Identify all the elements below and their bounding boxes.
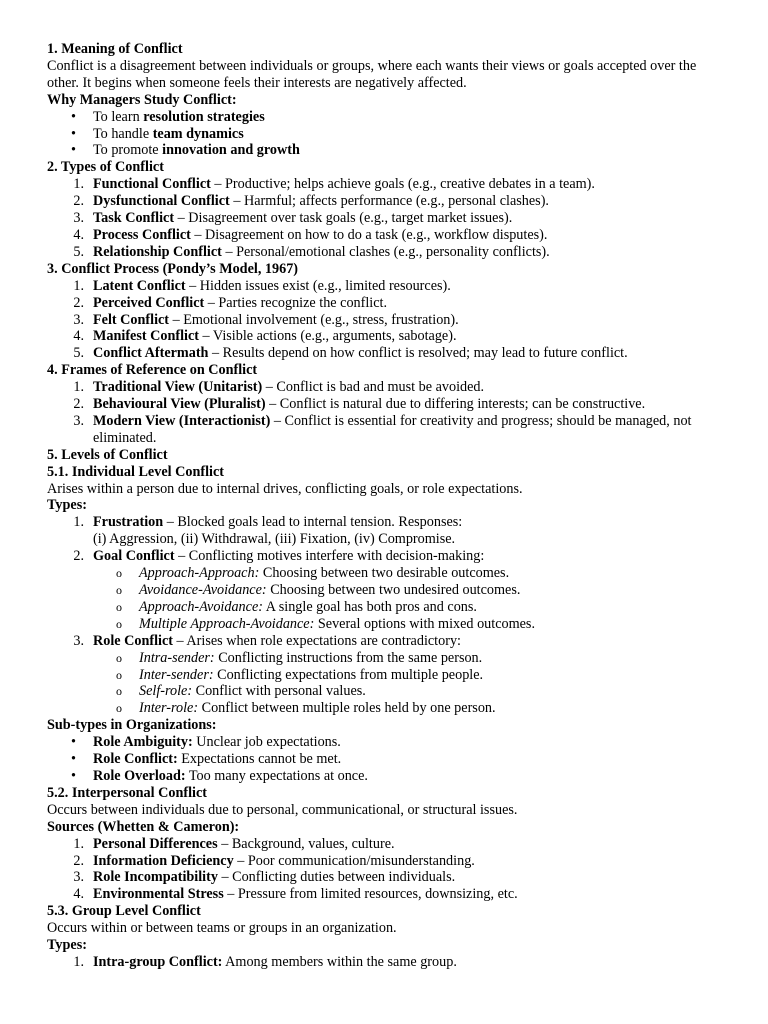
sub-list [47,565,728,633]
number-marker: 2. [73,396,84,413]
item-desc: Choosing between two undesired outcomes. [266,582,521,598]
item-desc: – Disagreement over task goals (e.g., target market issues). [174,210,513,227]
item-term: Intra-sender: [139,649,215,666]
list-item [47,548,728,565]
list-item [47,514,728,548]
item-text: To learn [93,108,144,125]
sub-list-item [47,700,728,717]
number-marker: 1. [73,379,84,396]
bullet-marker: • [71,734,76,751]
item-term: Manifest Conflict [93,328,199,345]
list-item [47,345,728,362]
sub-list-item [47,667,728,684]
list-item [47,836,728,853]
list-item [47,176,728,193]
bullet-marker: • [71,767,76,784]
item-desc: – Results depend on how conflict is resolved; may lead to future conflict. [208,345,628,362]
number-marker: 1. [73,277,84,294]
sub-list-item [47,616,728,633]
item-term: Role Overload: [93,767,186,784]
item-term: Multiple Approach-Avoidance: [139,615,315,632]
sub-list [47,650,728,718]
item-text: To promote [93,142,163,159]
numbered-list [47,836,728,904]
list-item [47,126,728,143]
item-desc: A single goal has both pros and cons. [262,598,477,615]
list-item [47,210,728,227]
item-term: Role Ambiguity: [93,734,193,751]
number-marker: 4. [73,226,84,243]
item-term: Approach-Approach: [139,565,260,582]
item-term: Intra-group Conflict: [93,953,223,970]
subsection-heading: 5.2. Interpersonal Conflict [47,784,207,801]
number-marker: 3. [73,869,84,886]
number-marker: 1. [73,953,84,970]
item-desc: Conflict between multiple roles held by one person. [198,700,496,717]
item-desc: – Conflict is essential for creativity and progress; should be managed, not eliminated. [93,412,692,446]
item-bold: resolution strategies [143,108,265,125]
item-term: Inter-sender: [139,666,214,683]
list-item [47,886,728,903]
numbered-list [47,176,728,261]
item-desc: Conflict with personal values. [192,683,366,700]
number-marker: 2. [73,548,84,565]
item-bold: innovation and growth [162,142,300,159]
number-marker: 3. [73,632,84,649]
item-term: Dysfunctional Conflict [93,193,230,210]
section-heading: 1. Meaning of Conflict [47,41,183,57]
item-desc: – Harmful; affects performance (e.g., personal clashes). [229,193,549,210]
item-term: Perceived Conflict [93,294,205,311]
item-bold: team dynamics [152,125,244,142]
paragraph: Occurs within or between teams or groups in an organization. [47,920,397,937]
numbered-list [47,514,728,565]
item-desc: – Personal/emotional clashes (e.g., personality conflicts). [221,243,550,260]
number-marker: 4. [73,886,84,903]
numbered-list [47,633,728,650]
item-term: Behavioural View (Pluralist) [93,396,266,413]
item-desc: – Poor communication/misunderstanding. [233,852,475,869]
item-desc: Unclear job expectations. [192,734,341,751]
list-item [47,142,728,159]
bullet-list [47,734,728,785]
item-term: Frustration [93,514,164,531]
number-marker: 1. [73,514,84,531]
item-term: Information Deficiency [93,852,234,869]
item-desc-continued: (i) Aggression, (ii) Withdrawal, (iii) Fixation, (iv) Compromise. [93,531,456,548]
item-term: Avoidance-Avoidance: [139,582,267,598]
item-desc: – Conflicting duties between individuals. [217,869,456,886]
item-term: Self-role: [139,683,193,700]
list-item [47,379,728,396]
item-term: Felt Conflict [93,311,170,328]
bullet-marker: • [71,751,76,768]
number-marker: 5. [73,243,84,260]
item-desc: Too many expectations at once. [185,767,368,784]
list-item [47,768,728,785]
item-term: Inter-role: [139,700,199,717]
item-desc: – Emotional involvement (e.g., stress, frustration). [169,311,459,328]
bullet-marker: • [71,108,76,125]
sub-marker: o [116,566,122,581]
item-desc: – Conflict is bad and must be avoided. [262,379,485,396]
item-desc: Several options with mixed outcomes. [314,615,535,632]
item-term: Goal Conflict [93,548,175,565]
sub-marker: o [116,583,122,597]
item-term: Process Conflict [93,226,191,243]
number-marker: 3. [73,210,84,227]
item-term: Role Incompatibility [93,869,218,886]
sub-list-item [47,565,728,582]
sub-marker: o [116,667,122,682]
sub-list-item [47,599,728,616]
list-item [47,751,728,768]
item-desc: – Background, values, culture. [217,835,395,852]
list-item [47,869,728,886]
sub-list-item [47,683,728,700]
list-item [47,633,728,650]
item-desc: – Hidden issues exist (e.g., limited resources). [185,277,451,294]
list-item [47,954,728,971]
sub-marker: o [116,701,122,716]
paragraph: Occurs between individuals due to personal, communicational, or structural issues. [47,801,518,818]
subsection-heading: 5.3. Group Level Conflict [47,903,201,920]
number-marker: 2. [73,193,84,210]
item-term: Functional Conflict [93,176,211,193]
subsection-heading: 5.1. Individual Level Conflict [47,463,224,480]
numbered-list [47,954,728,971]
item-term: Approach-Avoidance: [139,598,263,615]
numbered-list [47,278,728,363]
list-item [47,278,728,295]
number-marker: 2. [73,852,84,869]
section-heading: 5. Levels of Conflict [47,446,168,463]
item-desc: – Parties recognize the conflict. [204,294,388,311]
item-desc: – Conflicting motives interfere with decision-making: [174,548,485,565]
bullet-list [47,109,728,160]
number-marker: 5. [73,345,84,362]
item-term: Role Conflict [93,632,173,649]
section-heading: 2. Types of Conflict [47,159,164,176]
item-desc: – Blocked goals lead to internal tension. Responses: [163,514,463,531]
list-item [47,244,728,261]
item-desc: Choosing between two desirable outcomes. [259,565,510,582]
list-item [47,312,728,329]
number-marker: 4. [73,328,84,345]
paragraph: Conflict is a disagreement between individuals or groups, where each wants their views or goals accepted over the other. It begins when someone feels their interests are negatively affected. [47,57,697,91]
list-item [47,413,728,447]
item-desc: – Pressure from limited resources, downsizing, etc. [223,886,518,903]
item-desc: Among members within the same group. [222,953,457,970]
item-term: Role Conflict: [93,751,178,768]
item-desc: – Visible actions (e.g., arguments, sabotage). [199,328,457,345]
number-marker: 1. [73,176,84,193]
number-marker: 1. [73,835,84,852]
item-desc: – Conflict is natural due to differing interests; can be constructive. [265,396,646,413]
sub-marker: o [116,684,122,699]
sub-marker: o [116,616,122,631]
number-marker: 3. [73,311,84,328]
item-term: Modern View (Interactionist) [93,412,271,429]
subheading: Types: [47,937,87,954]
item-term: Traditional View (Unitarist) [93,379,263,396]
list-item [47,227,728,244]
item-text: To handle [93,125,153,142]
list-item [47,396,728,413]
item-term: Relationship Conflict [93,243,222,260]
item-term: Task Conflict [93,210,175,227]
numbered-list [47,379,728,447]
list-item [47,734,728,751]
item-desc: Expectations cannot be met. [177,751,342,768]
sub-marker: o [116,599,122,614]
sub-list-item [47,650,728,667]
subheading: Sub-types in Organizations: [47,717,217,734]
item-term: Personal Differences [93,835,218,852]
subheading: Types: [47,497,87,514]
item-term: Latent Conflict [93,277,186,294]
item-desc: – Productive; helps achieve goals (e.g., creative debates in a team). [210,176,595,193]
sub-list-item [47,582,728,599]
section-heading: 3. Conflict Process (Pondy’s Model, 1967) [47,260,299,277]
item-term: Conflict Aftermath [93,345,209,362]
list-item [47,109,728,126]
list-item [47,193,728,210]
item-desc: – Arises when role expectations are contradictory: [173,632,461,649]
subheading: Why Managers Study Conflict: [47,91,237,108]
number-marker: 2. [73,294,84,311]
bullet-marker: • [71,125,76,142]
number-marker: 3. [73,412,84,429]
list-item [47,295,728,312]
paragraph: Arises within a person due to internal drives, conflicting goals, or role expectations. [47,480,523,497]
bullet-marker: • [71,142,76,159]
list-item [47,853,728,870]
sub-marker: o [116,650,122,665]
section-heading: 4. Frames of Reference on Conflict [47,362,258,379]
list-item [47,328,728,345]
item-desc: Conflicting instructions from the same person. [214,649,483,666]
item-term: Environmental Stress [93,886,224,903]
item-desc: – Disagreement on how to do a task (e.g., workflow disputes). [190,226,548,243]
subheading: Sources (Whetten & Cameron): [47,818,240,835]
item-desc: Conflicting expectations from multiple people. [213,666,484,683]
